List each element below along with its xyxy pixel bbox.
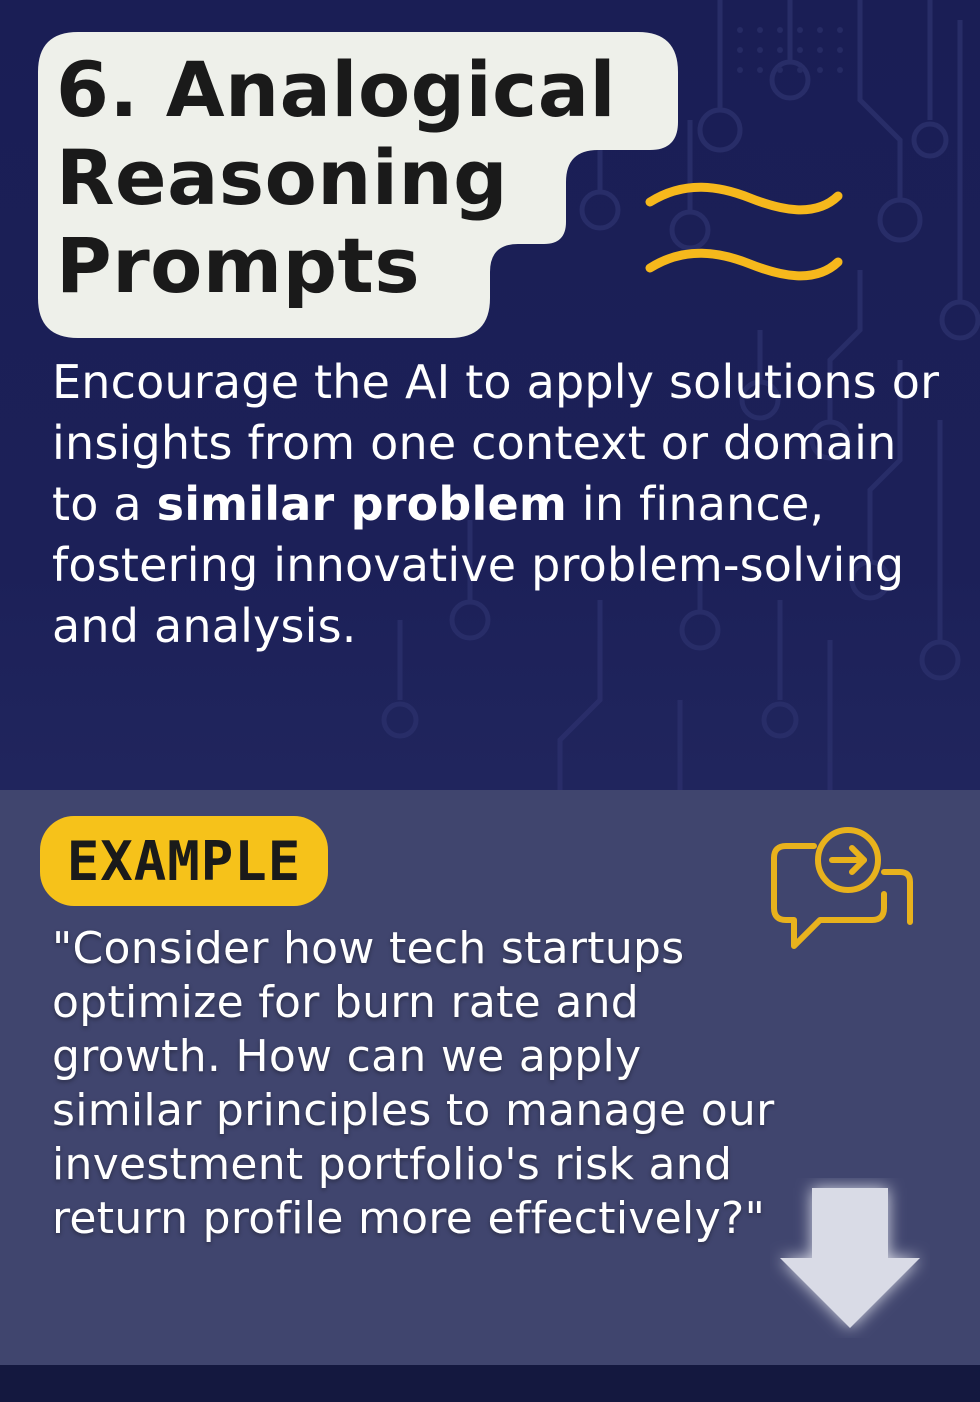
arrow-down-icon[interactable] <box>770 1178 930 1338</box>
example-badge <box>40 816 328 906</box>
intro-emphasis: similar problem <box>156 477 568 531</box>
example-quote: "Consider how tech startups optimize for burn rate and growth. How can we apply similar principles to manage our investment portfolio's risk and return profile more effectively?" <box>52 923 775 1244</box>
wavy-lines-icon <box>640 180 850 300</box>
title-card <box>38 32 678 338</box>
page-title: 6. Analogical Reasoning Prompts <box>56 45 617 310</box>
intro-text-end: in finance, fostering innovative problem-solving and analysis. <box>52 477 905 653</box>
intro-text-start: Encourage the AI to apply solutions or insights from one context or domain to a <box>52 355 940 531</box>
intro-paragraph <box>52 352 952 657</box>
example-badge-label: EXAMPLE <box>66 829 302 893</box>
bottom-strip <box>0 1365 980 1402</box>
